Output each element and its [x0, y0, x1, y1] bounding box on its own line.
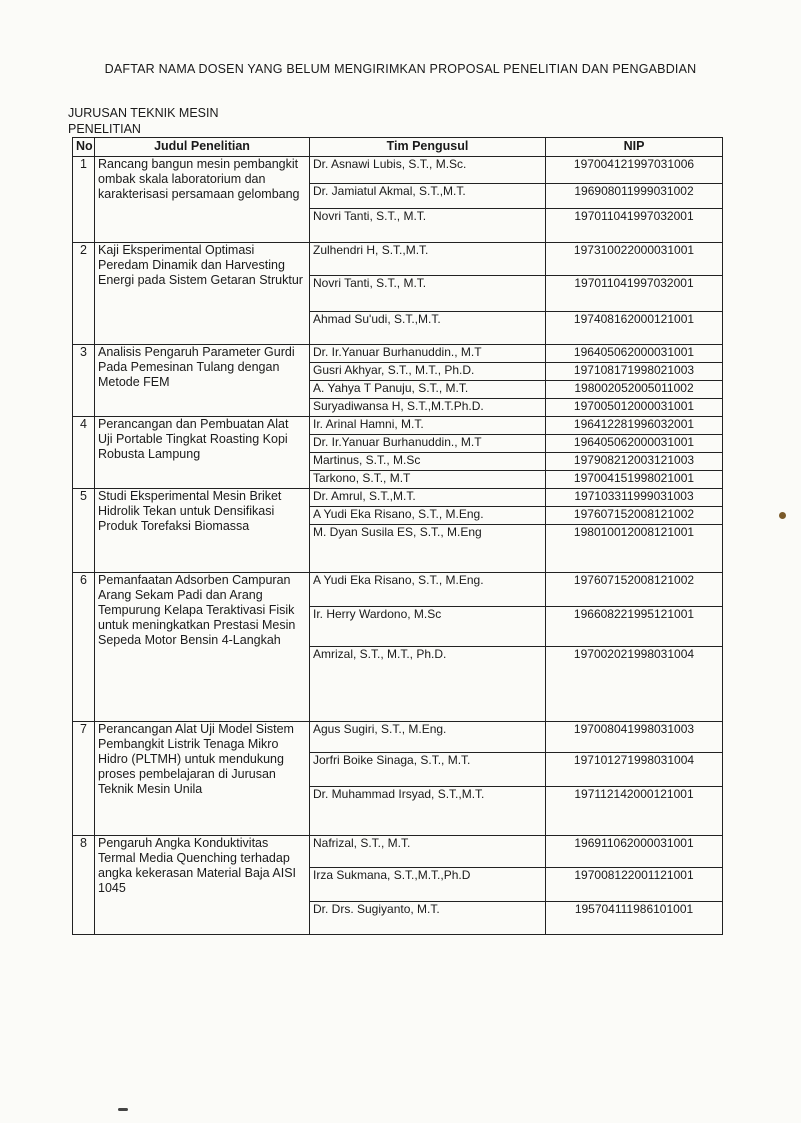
team-member-nip: 196911062000031001 [546, 836, 723, 868]
team-member-name: Ir. Arinal Hamni, M.T. [310, 417, 546, 435]
row-number: 3 [73, 345, 95, 417]
team-member-name: Dr. Ir.Yanuar Burhanuddin., M.T [310, 345, 546, 363]
row-number: 6 [73, 573, 95, 722]
table-body [73, 157, 723, 935]
team-member-nip: 197101271998031004 [546, 753, 723, 787]
row-number: 2 [73, 243, 95, 345]
team-member-name: Martinus, S.T., M.Sc [310, 453, 546, 471]
row-number: 4 [73, 417, 95, 489]
team-member-nip: 197108171998021003 [546, 363, 723, 381]
research-title: Perancangan dan Pembuatan Alat Uji Portable Tingkat Roasting Kopi Robusta Lampung [95, 417, 310, 489]
team-member-nip: 197008122001121001 [546, 868, 723, 902]
team-member-name: Dr. Jamiatul Akmal, S.T.,M.T. [310, 184, 546, 209]
team-member-name: A. Yahya T Panuju, S.T., M.T. [310, 381, 546, 399]
research-proposal-table [72, 137, 723, 935]
team-member-name: Nafrizal, S.T., M.T. [310, 836, 546, 868]
table-row [73, 722, 723, 753]
research-title: Pengaruh Angka Konduktivitas Termal Media Quenching terhadap angka kekerasan Material Baja AISI 1045 [95, 836, 310, 935]
team-member-nip: 197004151998021001 [546, 471, 723, 489]
header-title: Judul Penelitian [95, 138, 310, 157]
department-label: JURUSAN TEKNIK MESIN [68, 106, 219, 120]
team-member-nip: 197011041997032001 [546, 276, 723, 312]
team-member-name: Ahmad Su'udi, S.T.,M.T. [310, 312, 546, 345]
table-row [73, 417, 723, 435]
team-member-name: Dr. Asnawi Lubis, S.T., M.Sc. [310, 157, 546, 184]
team-member-name: Dr. Ir.Yanuar Burhanuddin., M.T [310, 435, 546, 453]
team-member-name: A Yudi Eka Risano, S.T., M.Eng. [310, 507, 546, 525]
row-number: 5 [73, 489, 95, 573]
team-member-nip: 197005012000031001 [546, 399, 723, 417]
team-member-nip: 197004121997031006 [546, 157, 723, 184]
team-member-nip: 196608221995121001 [546, 607, 723, 647]
team-member-name: Suryadiwansa H, S.T.,M.T.Ph.D. [310, 399, 546, 417]
research-title: Studi Eksperimental Mesin Briket Hidrolik Tekan untuk Densifikasi Produk Torefaksi Biomassa [95, 489, 310, 573]
team-member-name: Tarkono, S.T., M.T [310, 471, 546, 489]
table-header-row [73, 138, 723, 157]
team-member-name: Novri Tanti, S.T., M.T. [310, 209, 546, 243]
team-member-name: Dr. Muhammad Irsyad, S.T.,M.T. [310, 787, 546, 836]
research-title: Pemanfaatan Adsorben Campuran Arang Sekam Padi dan Arang Tempurung Kelapa Teraktivasi Fisik untuk meningkatkan Prestasi Mesin Sepeda Motor Bensin 4-Langkah [95, 573, 310, 722]
research-title: Analisis Pengaruh Parameter Gurdi Pada Pemesinan Tulang dengan Metode FEM [95, 345, 310, 417]
team-member-name: Novri Tanti, S.T., M.T. [310, 276, 546, 312]
team-member-nip: 197908212003121003 [546, 453, 723, 471]
row-number: 8 [73, 836, 95, 935]
team-member-nip: 198010012008121001 [546, 525, 723, 573]
team-member-name: Jorfri Boike Sinaga, S.T., M.T. [310, 753, 546, 787]
team-member-nip: 197002021998031004 [546, 647, 723, 722]
team-member-nip: 197408162000121001 [546, 312, 723, 345]
table-row [73, 243, 723, 276]
team-member-nip: 197112142000121001 [546, 787, 723, 836]
header-team: Tim Pengusul [310, 138, 546, 157]
team-member-name: Dr. Amrul, S.T.,M.T. [310, 489, 546, 507]
team-member-nip: 196405062000031001 [546, 345, 723, 363]
team-member-nip: 197607152008121002 [546, 573, 723, 607]
team-member-nip: 197607152008121002 [546, 507, 723, 525]
team-member-name: Agus Sugiri, S.T., M.Eng. [310, 722, 546, 753]
paper-mark [118, 1108, 128, 1111]
header-nip: NIP [546, 138, 723, 157]
team-member-name: Amrizal, S.T., M.T., Ph.D. [310, 647, 546, 722]
team-member-name: Dr. Drs. Sugiyanto, M.T. [310, 902, 546, 935]
team-member-name: Gusri Akhyar, S.T., M.T., Ph.D. [310, 363, 546, 381]
row-number: 1 [73, 157, 95, 243]
team-member-name: Zulhendri H, S.T.,M.T. [310, 243, 546, 276]
table-row [73, 489, 723, 507]
team-member-nip: 197103311999031003 [546, 489, 723, 507]
team-member-name: A Yudi Eka Risano, S.T., M.Eng. [310, 573, 546, 607]
team-member-nip: 197008041998031003 [546, 722, 723, 753]
team-member-nip: 196412281996032001 [546, 417, 723, 435]
team-member-nip: 195704111986101001 [546, 902, 723, 935]
team-member-nip: 198002052005011002 [546, 381, 723, 399]
header-no: No [73, 138, 95, 157]
team-member-name: Irza Sukmana, S.T.,M.T.,Ph.D [310, 868, 546, 902]
section-label: PENELITIAN [68, 122, 141, 136]
table-row [73, 573, 723, 607]
research-title: Kaji Eksperimental Optimasi Peredam Dinamik dan Harvesting Energi pada Sistem Getaran Struktur [95, 243, 310, 345]
team-member-nip: 196908011999031002 [546, 184, 723, 209]
team-member-name: Ir. Herry Wardono, M.Sc [310, 607, 546, 647]
team-member-name: M. Dyan Susila ES, S.T., M.Eng [310, 525, 546, 573]
team-member-nip: 197310022000031001 [546, 243, 723, 276]
table-row [73, 157, 723, 184]
team-member-nip: 196405062000031001 [546, 435, 723, 453]
table-row [73, 345, 723, 363]
table-row [73, 836, 723, 868]
research-title: Perancangan Alat Uji Model Sistem Pembangkit Listrik Tenaga Mikro Hidro (PLTMH) untuk mendukung proses pembelajaran di Jurusan Teknik Mesin Unila [95, 722, 310, 836]
team-member-nip: 197011041997032001 [546, 209, 723, 243]
page-title: DAFTAR NAMA DOSEN YANG BELUM MENGIRIMKAN PROPOSAL PENELITIAN DAN PENGABDIAN [104, 62, 697, 76]
row-number: 7 [73, 722, 95, 836]
paper-stain [779, 512, 786, 519]
research-title: Rancang bangun mesin pembangkit ombak skala laboratorium dan karakterisasi persamaan gelombang [95, 157, 310, 243]
